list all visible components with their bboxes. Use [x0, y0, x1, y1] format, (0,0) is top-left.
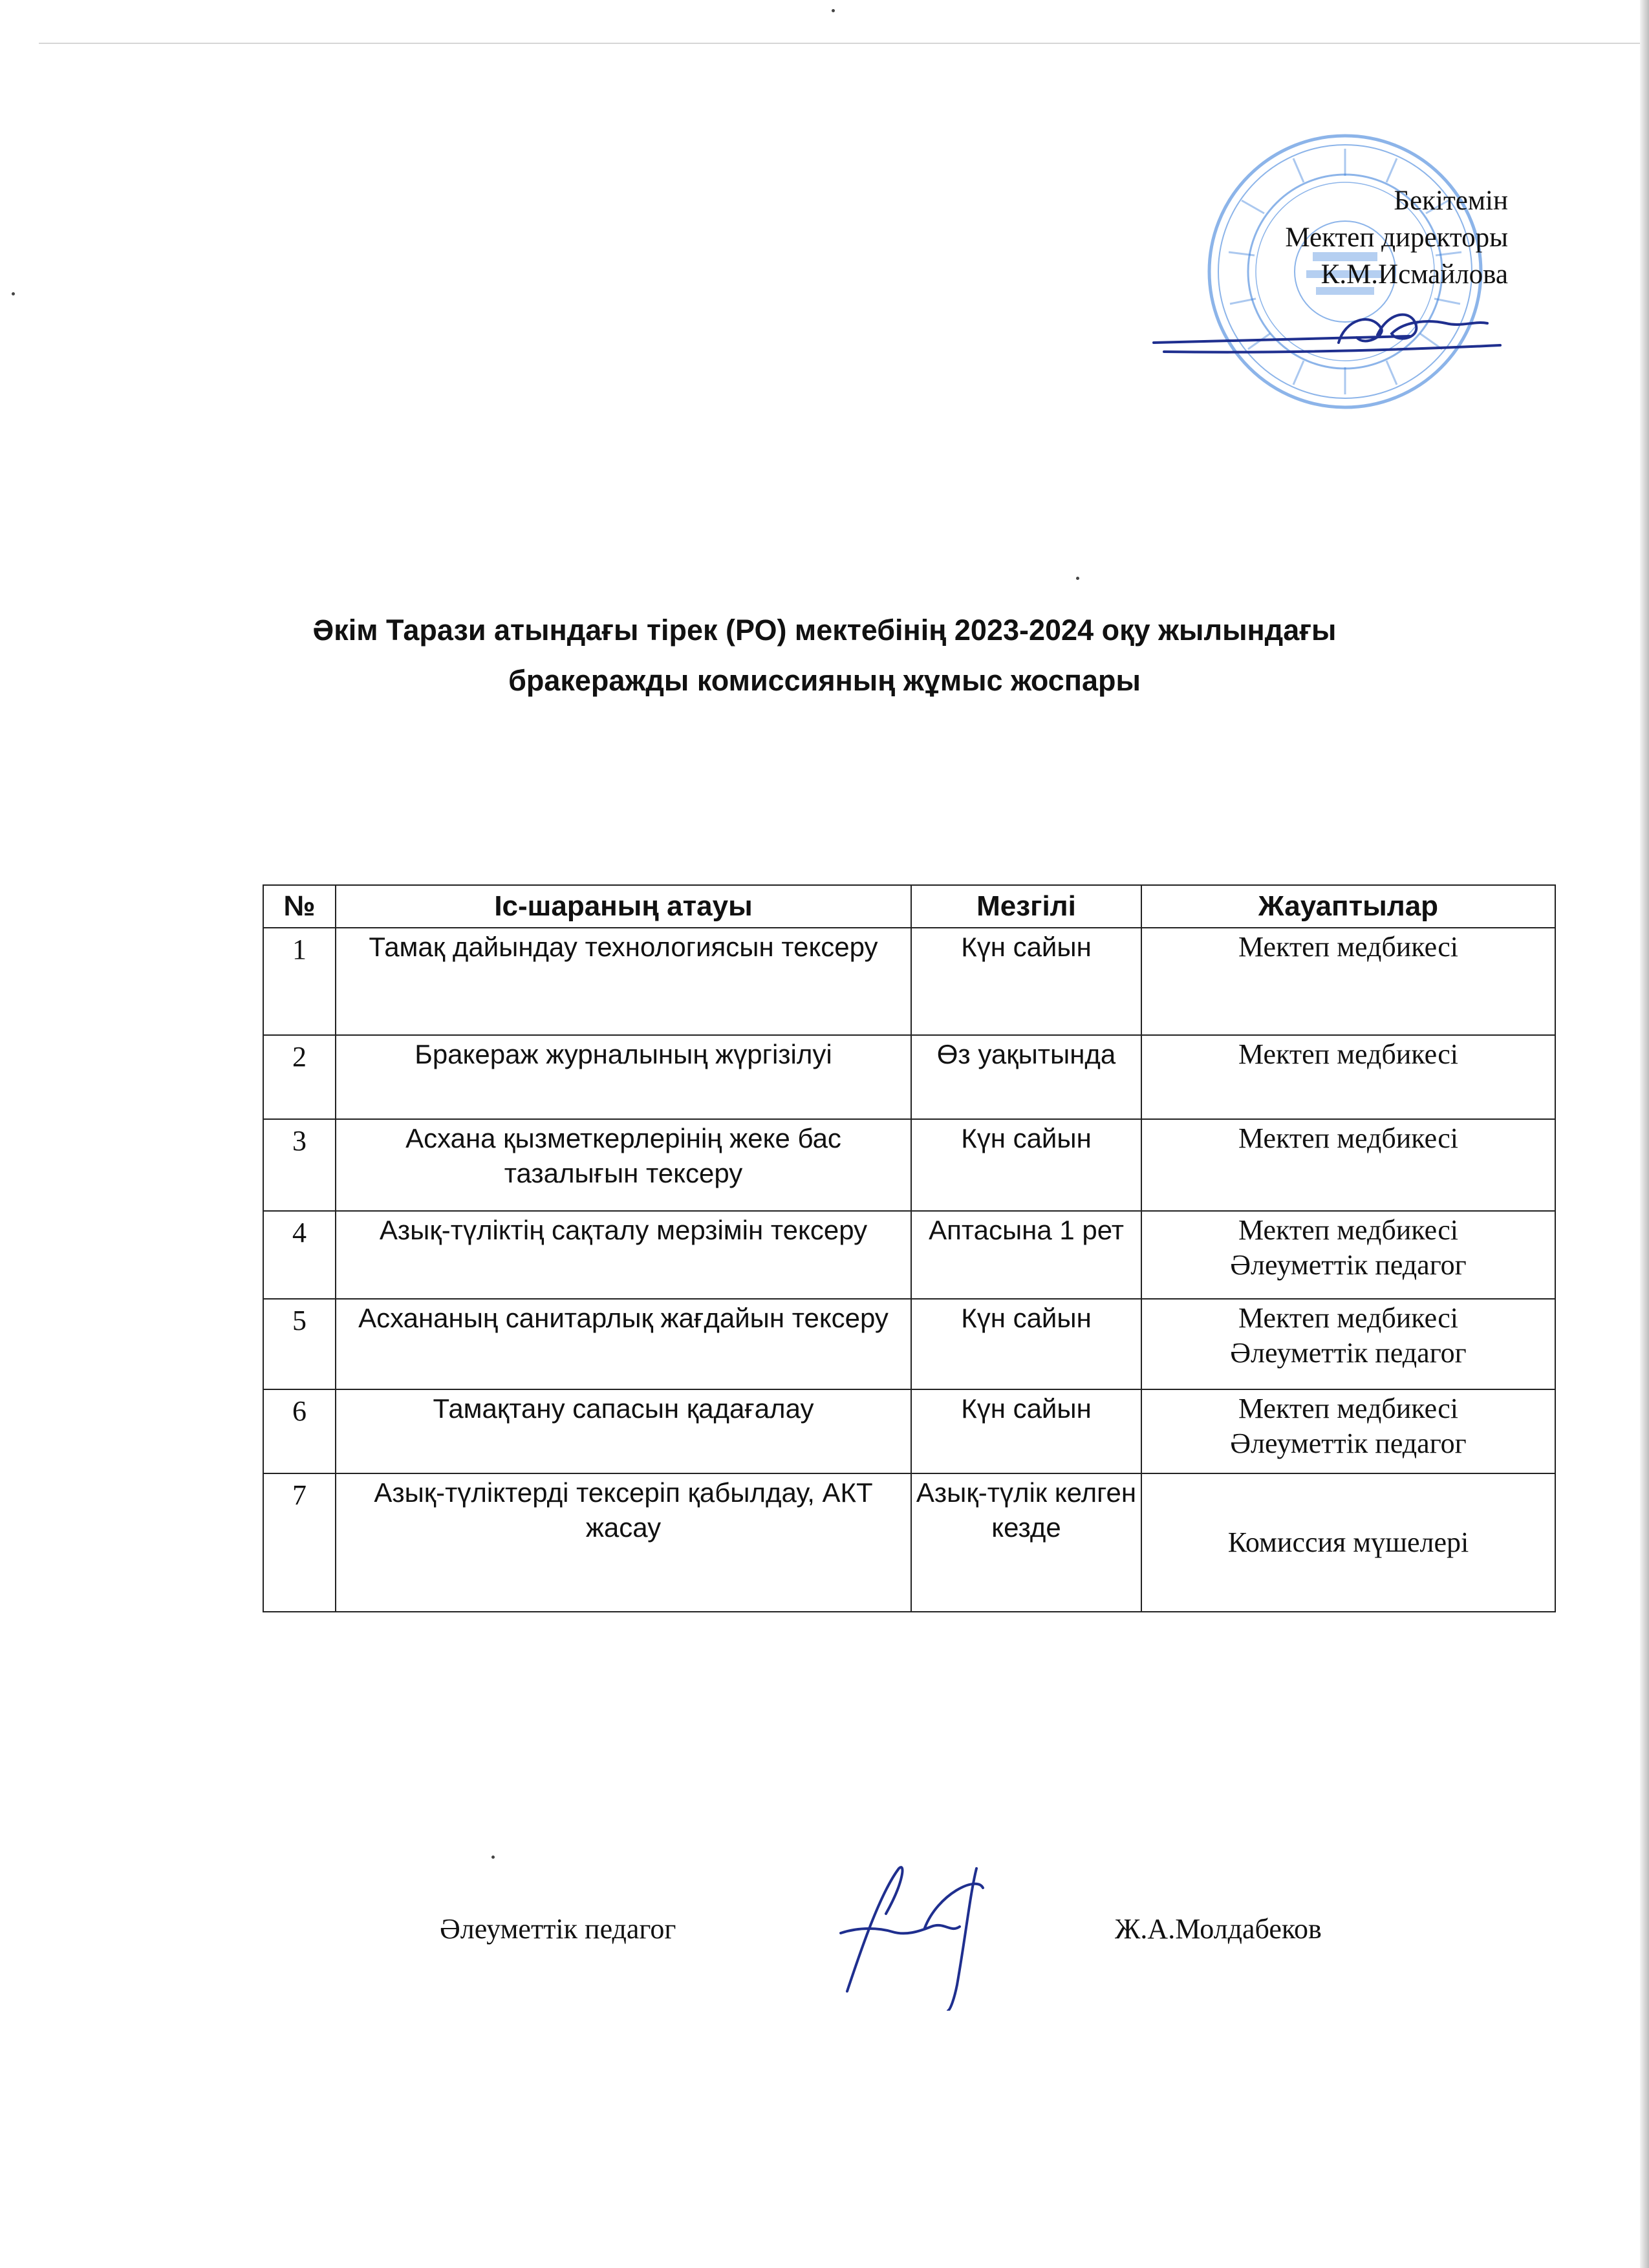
responsible-line: Мектеп медбикесі: [1238, 1214, 1458, 1246]
row-number: 4: [263, 1211, 336, 1299]
approval-block: [1285, 182, 1508, 293]
approval-position: Мектеп директоры: [1285, 222, 1508, 253]
row-period: Аптасына 1 рет: [911, 1211, 1141, 1299]
scan-speck: [12, 292, 15, 295]
header-number: №: [263, 885, 336, 928]
row-number: 2: [263, 1035, 336, 1119]
row-activity: Асхананың санитарлық жағдайын тексеру: [336, 1299, 911, 1389]
row-responsible: [1141, 1035, 1555, 1119]
row-activity: Бракераж журналының жүргізілуі: [336, 1035, 911, 1119]
table-header-row: [263, 885, 1555, 928]
table-row: [263, 1211, 1555, 1299]
row-number: 3: [263, 1119, 336, 1211]
responsible-line: Мектеп медбикесі: [1238, 931, 1458, 963]
responsible-line: Мектеп медбикесі: [1238, 1122, 1458, 1154]
table-row: [263, 1035, 1555, 1119]
row-period: Күн сайын: [911, 928, 1141, 1035]
scan-speck: [832, 9, 835, 12]
scan-right-edge: [1640, 0, 1649, 2268]
row-number: 1: [263, 928, 336, 1035]
row-responsible: [1141, 1211, 1555, 1299]
row-period: Күн сайын: [911, 1119, 1141, 1211]
row-activity: Азық-түліктің сақталу мерзімін тексеру: [336, 1211, 911, 1299]
responsible-line: Мектеп медбикесі: [1238, 1302, 1458, 1334]
scan-speck: [1076, 577, 1079, 580]
approval-heading: Бекітемін: [1394, 186, 1508, 216]
approval-director-name: К.М.Исмайлова: [1320, 259, 1508, 290]
row-period: Өз уақытында: [911, 1035, 1141, 1119]
responsible-line: Әлеуметтік педагог: [1230, 1249, 1467, 1281]
work-plan-table: [263, 884, 1556, 1612]
row-period: Азық-түлік келген кезде: [911, 1473, 1141, 1612]
document-title: [194, 605, 1455, 706]
row-period: Күн сайын: [911, 1389, 1141, 1473]
row-responsible: [1141, 1299, 1555, 1389]
director-signature: [1151, 297, 1513, 375]
row-number: 5: [263, 1299, 336, 1389]
table-row: [263, 1119, 1555, 1211]
row-responsible: [1141, 928, 1555, 1035]
row-activity: Асхана қызметкерлерінің жеке бас тазалығын тексеру: [336, 1119, 911, 1211]
row-activity: Тамақ дайындау технологиясын тексеру: [336, 928, 911, 1035]
scan-top-line: [39, 43, 1649, 44]
responsible-line: Мектеп медбикесі: [1238, 1038, 1458, 1070]
responsible-line: Комиссия мүшелері: [1227, 1526, 1469, 1558]
header-activity: Іс-шараның атауы: [336, 885, 911, 928]
footer-role: Әлеуметтік педагог: [440, 1913, 676, 1945]
responsible-line: Әлеуметтік педагог: [1230, 1428, 1467, 1459]
pedagogue-signature: [821, 1856, 1015, 2011]
responsible-line: Әлеуметтік педагог: [1230, 1337, 1467, 1369]
header-responsible: Жауаптылар: [1141, 885, 1555, 928]
row-responsible: [1141, 1473, 1555, 1612]
footer-signatory-name: Ж.А.Молдабеков: [1115, 1913, 1322, 1945]
row-period: Күн сайын: [911, 1299, 1141, 1389]
row-responsible: [1141, 1119, 1555, 1211]
header-period: Мезгілі: [911, 885, 1141, 928]
table-row: [263, 928, 1555, 1035]
scan-speck: [491, 1856, 495, 1859]
table-row: [263, 1389, 1555, 1473]
row-activity: Азық-түліктерді тексеріп қабылдау, АКТ жасау: [336, 1473, 911, 1612]
title-line-1: Әкім Тарази атындағы тірек (РО) мектебінің 2023-2024 оқу жылындағы: [312, 614, 1337, 647]
table-row: [263, 1473, 1555, 1612]
table-row: [263, 1299, 1555, 1389]
title-line-2: бракеражды комиссияның жұмыс жоспары: [508, 664, 1141, 697]
row-responsible: [1141, 1389, 1555, 1473]
row-number: 7: [263, 1473, 336, 1612]
responsible-line: Мектеп медбикесі: [1238, 1393, 1458, 1424]
row-activity: Тамақтану сапасын қадағалау: [336, 1389, 911, 1473]
row-number: 6: [263, 1389, 336, 1473]
